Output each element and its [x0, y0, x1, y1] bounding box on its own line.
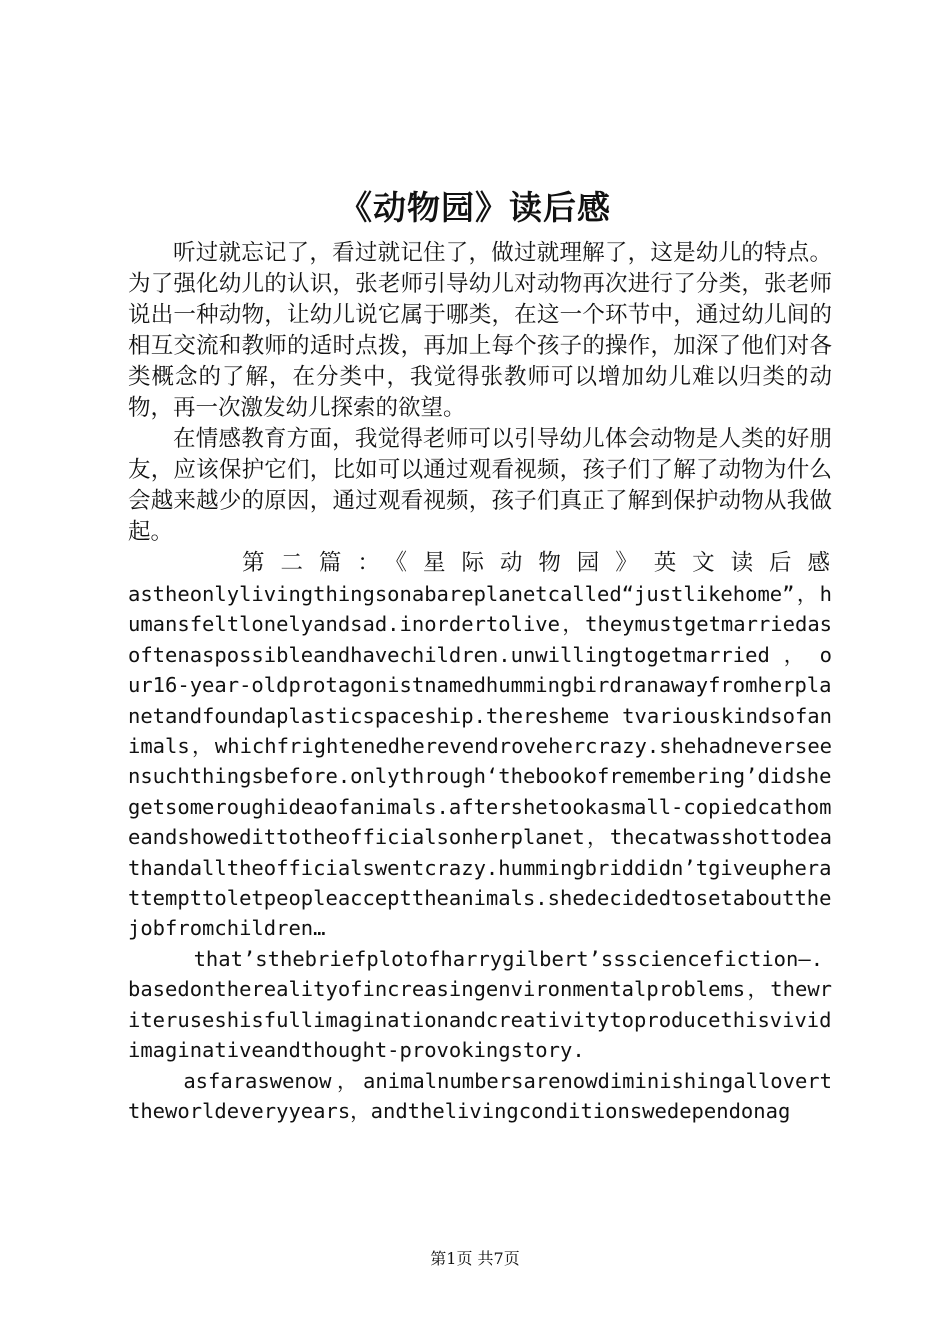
english-paragraph-1: astheonlylivingthingsonabareplanetcalled“justlikehome”，humansfeltlonelyandsad.inordertolive，theymustgetmarriedasoftenaspossibleandhavechildren.unwillingtogetmarried ， our16-year-oldprotagonistnamedhummingbirdranawayfromherplanetandfoundaplasticspaceship.theresheme tvariouskindsofanimals，whichfrightenedherevendrovehercrazy.shehadneverseensuchthingsbefore.onlythrough‘thebookofremembering’didshegetsomeroughideaofanimals.aftershetookasmall-copiedcathomeandshowedittotheofficialsonherplanet，thecatwasshottodeathandalltheofficialswentcrazy.hummingbriddidn’tgiveupherattempttoletpeopleaccepttheanimals.shedecidedtosetaboutthejobfromchildren…: [128, 582, 832, 941]
english-paragraph-3: asfaraswenow，animalnumbersarenowdiminishingalloverttheworldeveryyears，andthelivingconditionswedependonag: [128, 1068, 832, 1123]
english-paragraph-2: that’sthebriefplotofharrygilbert’sssciencefiction—.basedontherealityofincreasingenvironmentalproblems，thewriteruseshisfullimaginationandcreativitytoproducethisvividimaginativeandthought-provokingstory.: [128, 946, 832, 1063]
paragraph-1: 听过就忘记了，看过就记住了，做过就理解了，这是幼儿的特点。为了强化幼儿的认识，张老师引导幼儿对动物再次进行了分类，张老师说出一种动物，让幼儿说它属于哪类，在这一个环节中，通过幼儿间的相互交流和教师的适时点拨，再加上每个孩子的操作，加深了他们对各类概念的了解，在分类中，我觉得张教师可以增加幼儿难以归类的动物，再一次激发幼儿探索的欲望。: [128, 240, 832, 421]
paragraph-2: 在情感教育方面，我觉得老师可以引导幼儿体会动物是人类的好朋友，应该保护它们，比如可以通过观看视频，孩子们了解了动物为什么会越来越少的原因，通过观看视频，孩子们真正了解到保护动物从我做起。: [128, 426, 832, 545]
page-footer: 第1页 共7页: [430, 1249, 520, 1268]
document-body: [128, 238, 832, 1126]
document-title: 《动物园》读后感: [339, 188, 611, 227]
section-heading: 第二篇：《星际动物园》英文读后感: [242, 550, 832, 576]
